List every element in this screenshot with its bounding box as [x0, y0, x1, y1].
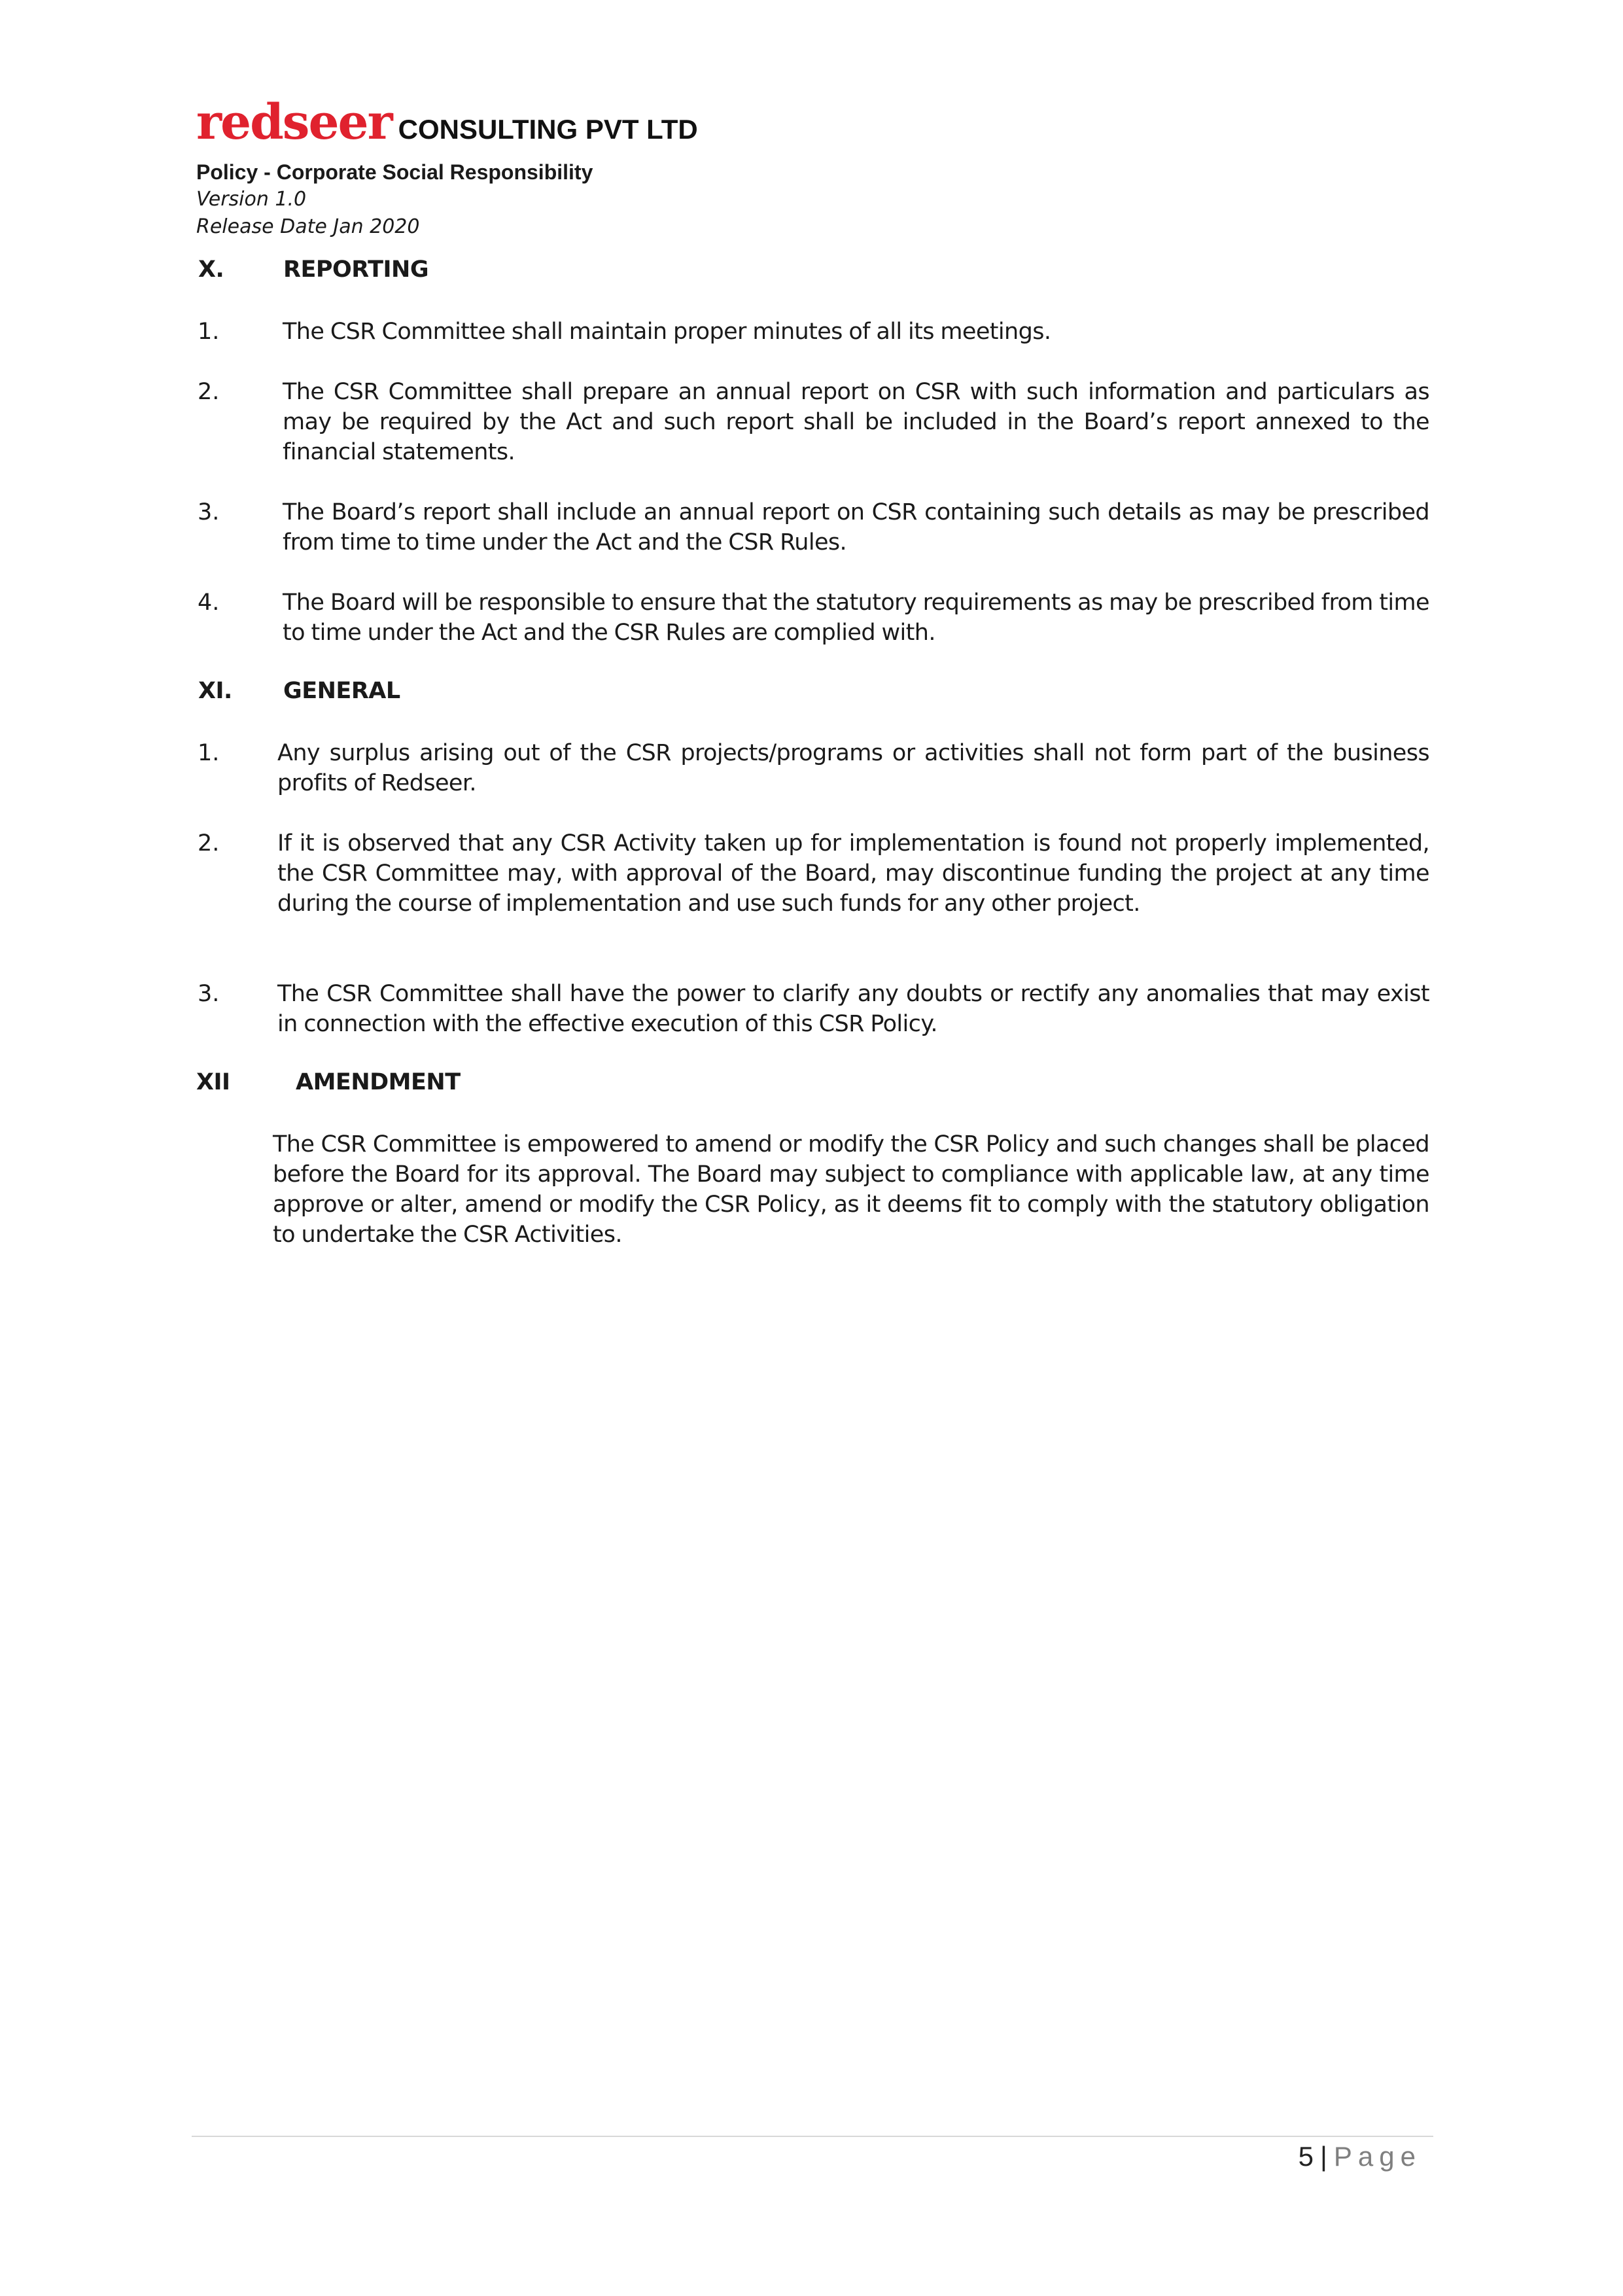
item-number: 3. [198, 499, 220, 525]
page-footer [1299, 2138, 1422, 2175]
section-title: REPORTING [283, 256, 429, 283]
section-number: X. [198, 256, 224, 283]
item-number: 1. [198, 740, 220, 766]
item-text: The Board’s report shall include an annual report on CSR containing such details as may be prescribed from time to time under the Act and the CSR Rules. [283, 499, 1429, 556]
section-title: AMENDMENT [296, 1069, 461, 1095]
version-label: Version 1.0 [196, 188, 307, 211]
item-number: 2. [198, 830, 220, 857]
section-title: GENERAL [283, 678, 400, 704]
item-text: The CSR Committee shall maintain proper minutes of all its meetings. [283, 319, 1051, 345]
item-number: 2. [198, 379, 220, 405]
item-number: 1. [198, 319, 220, 345]
item-number: 3. [198, 981, 220, 1007]
item-text: The CSR Committee shall prepare an annual report on CSR with such information and particulars as may be required by the Act and such report shall be included in the Board’s report annexed to the financial statements. [283, 379, 1429, 465]
amendment-paragraph: The CSR Committee is empowered to amend or modify the CSR Policy and such changes shall be placed before the Board for its approval. The Board may subject to compliance with applicable law, at any time approve or alter, amend or modify the CSR Policy, as it deems fit to comply with the statutory obligation to undertake the CSR Activities. [273, 1131, 1429, 1248]
redseer-logo: redseer [196, 94, 392, 150]
company-name: CONSULTING PVT LTD [398, 114, 698, 145]
policy-title: Policy - Corporate Social Responsibility [196, 160, 593, 184]
section-number: XII [196, 1069, 230, 1095]
item-number: 4. [198, 590, 220, 616]
item-text: If it is observed that any CSR Activity taken up for implementation is found not properly implemented, the CSR Committee may, with approval of the Board, may discontinue funding the project at any time during the course of implementation and use such funds for any other project. [277, 830, 1429, 917]
page-number: 5 [1298, 2141, 1314, 2172]
page-separator: | [1319, 2141, 1327, 2172]
release-date: Release Date Jan 2020 [196, 215, 420, 238]
footer-divider [192, 2136, 1433, 2137]
item-text: The Board will be responsible to ensure that the statutory requirements as may be prescribed from time to time under the Act and the CSR Rules are complied with. [283, 590, 1429, 646]
page-label: Page [1333, 2141, 1422, 2172]
item-text: Any surplus arising out of the CSR projects/programs or activities shall not form part of the business profits of Redseer. [277, 740, 1429, 796]
section-number: XI. [198, 678, 232, 704]
document-header [196, 94, 698, 241]
item-text: The CSR Committee shall have the power to clarify any doubts or rectify any anomalies that may exist in connection with the effective execution of this CSR Policy. [277, 981, 1429, 1037]
brand-line [196, 94, 698, 156]
